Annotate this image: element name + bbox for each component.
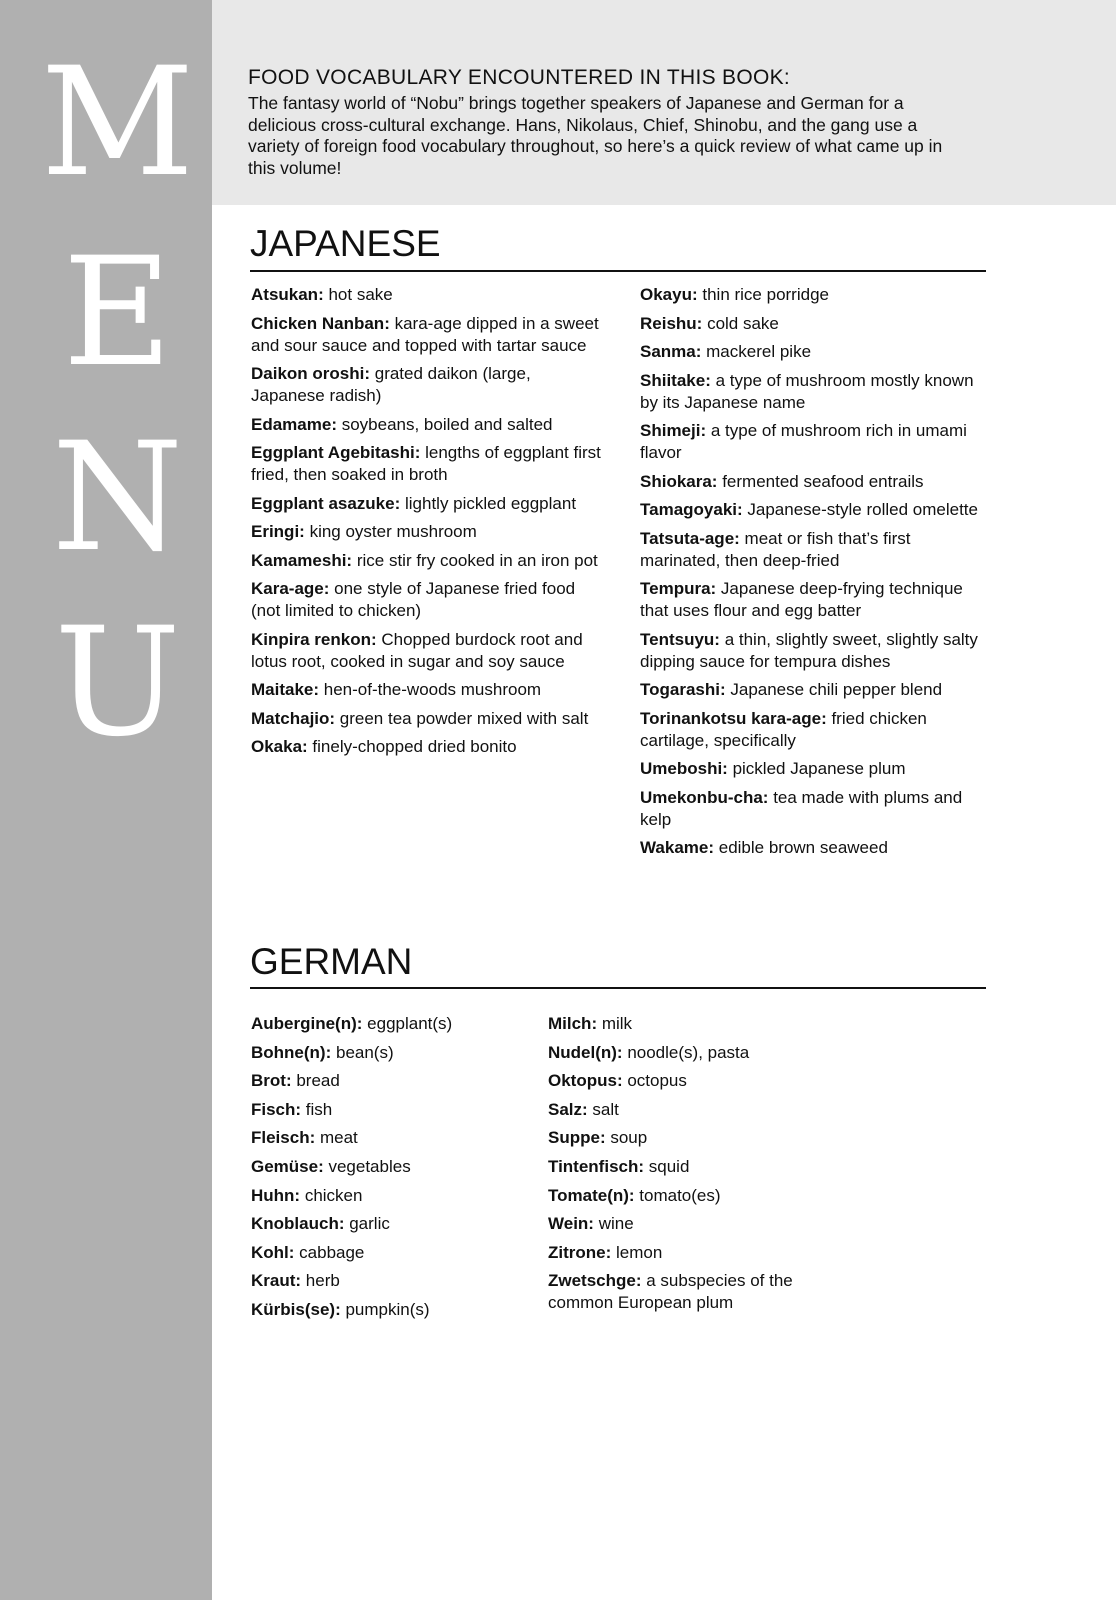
entry-term: Tempura: bbox=[640, 579, 717, 598]
glossary-entry bbox=[548, 1127, 808, 1149]
glossary-entry bbox=[251, 1242, 536, 1264]
entry-term: Shiitake: bbox=[640, 370, 711, 390]
entry-term: Tamagoyaki: bbox=[640, 500, 743, 519]
entry-definition: a type of mushroom rich in umami flavor bbox=[640, 421, 967, 462]
entry-term: Bohne(n): bbox=[251, 1042, 332, 1062]
entry-definition: soybeans, boiled and salted bbox=[336, 414, 553, 434]
entry-definition: bread bbox=[291, 1071, 340, 1091]
glossary-entry bbox=[548, 1156, 808, 1178]
glossary-entry bbox=[640, 629, 990, 673]
menu-letter: U bbox=[54, 596, 181, 770]
entry-definition: chicken bbox=[300, 1185, 363, 1205]
glossary-entry bbox=[548, 1185, 808, 1207]
glossary-entry bbox=[548, 1270, 808, 1314]
entry-term: Shiokara: bbox=[640, 471, 718, 491]
entry-term: Reishu: bbox=[640, 313, 703, 333]
entry-term: Wein: bbox=[548, 1214, 594, 1234]
glossary-entry bbox=[251, 1213, 536, 1235]
entry-definition: soup bbox=[605, 1128, 648, 1148]
glossary-entry bbox=[251, 1070, 536, 1092]
entry-definition: lemon bbox=[611, 1242, 663, 1262]
entry-term: Gemüse: bbox=[251, 1156, 324, 1176]
entry-definition: a type of mushroom mostly known by its Japanese name bbox=[640, 370, 974, 412]
glossary-entry bbox=[640, 758, 990, 780]
glossary-entry bbox=[251, 284, 606, 306]
entry-definition: a thin, slightly sweet, slightly salty dipping sauce for tempura dishes bbox=[640, 629, 978, 671]
entry-definition: lightly pickled eggplant bbox=[400, 493, 577, 513]
entry-term: Daikon oroshi: bbox=[251, 364, 371, 383]
glossary-entry bbox=[251, 736, 606, 758]
entry-term: Kamameshi: bbox=[251, 550, 353, 570]
glossary-entry bbox=[251, 1270, 536, 1292]
entry-definition: cold sake bbox=[702, 313, 779, 333]
entry-definition: Japanese chili pepper blend bbox=[725, 680, 943, 699]
entry-term: Suppe: bbox=[548, 1128, 606, 1148]
glossary-entry bbox=[251, 313, 606, 357]
glossary-entry bbox=[640, 420, 990, 464]
intro-body: The fantasy world of “Nobu” brings together speakers of Japanese and German for a delicious cross-cultural exchange. Hans, Nikolaus, Chief, Shinobu, and the gang use a variety of foreign food vocabulary throughout, so here’s a quick review of what came up in this volume! bbox=[248, 93, 943, 178]
entry-term: Knoblauch: bbox=[251, 1214, 345, 1234]
entry-definition: fried chicken cartilage, specifically bbox=[640, 708, 927, 750]
entry-definition: edible brown seaweed bbox=[714, 838, 888, 857]
glossary-entry bbox=[640, 284, 990, 306]
entry-definition: mackerel pike bbox=[701, 342, 812, 361]
entry-term: Edamame: bbox=[251, 414, 337, 434]
entry-term: Tentsuyu: bbox=[640, 629, 720, 649]
entry-term: Umeboshi: bbox=[640, 759, 728, 778]
entry-definition: rice stir fry cooked in an iron pot bbox=[352, 550, 598, 570]
german-left-column bbox=[251, 1013, 536, 1328]
entry-term: Okayu: bbox=[640, 285, 698, 304]
entry-definition: cabbage bbox=[294, 1242, 365, 1262]
entry-term: Nudel(n): bbox=[548, 1042, 623, 1062]
entry-definition: green tea powder mixed with salt bbox=[335, 708, 589, 728]
glossary-entry bbox=[640, 499, 990, 521]
entry-definition: king oyster mushroom bbox=[304, 522, 477, 541]
entry-term: Matchajio: bbox=[251, 708, 336, 728]
entry-term: Milch: bbox=[548, 1014, 598, 1033]
entry-term: Tatsuta-age: bbox=[640, 528, 740, 548]
glossary-entry bbox=[251, 1299, 536, 1321]
entry-definition: octopus bbox=[622, 1071, 687, 1091]
glossary-entry bbox=[251, 1127, 536, 1149]
entry-term: Shimeji: bbox=[640, 421, 707, 440]
entry-definition: salt bbox=[587, 1099, 619, 1119]
entry-term: Oktopus: bbox=[548, 1071, 623, 1091]
glossary-entry bbox=[548, 1242, 808, 1264]
glossary-entry bbox=[548, 1213, 808, 1235]
entry-definition: Japanese deep-frying technique that uses flour and egg batter bbox=[640, 579, 963, 620]
entry-term: Fisch: bbox=[251, 1099, 302, 1119]
glossary-entry bbox=[640, 341, 990, 363]
glossary-entry bbox=[640, 679, 990, 701]
entry-term: Kraut: bbox=[251, 1271, 302, 1291]
entry-definition: a subspecies of the common European plum bbox=[548, 1271, 793, 1313]
entry-definition: squid bbox=[644, 1156, 690, 1176]
entry-term: Chicken Nanban: bbox=[251, 313, 390, 333]
entry-definition: pickled Japanese plum bbox=[727, 759, 906, 778]
entry-definition: tomato(es) bbox=[634, 1185, 721, 1205]
entry-definition: wine bbox=[593, 1214, 634, 1234]
entry-term: Torinankotsu kara-age: bbox=[640, 708, 827, 728]
intro-title: FOOD VOCABULARY ENCOUNTERED IN THIS BOOK: bbox=[248, 66, 791, 89]
japanese-heading: JAPANESE bbox=[250, 223, 441, 264]
glossary-entry bbox=[640, 528, 990, 572]
entry-definition: meat or fish that’s first marinated, then deep-fried bbox=[640, 528, 911, 570]
entry-term: Zitrone: bbox=[548, 1242, 612, 1262]
german-right-column bbox=[548, 1013, 808, 1321]
glossary-entry bbox=[548, 1042, 808, 1064]
japanese-right-column bbox=[640, 284, 990, 866]
entry-term: Maitake: bbox=[251, 680, 320, 699]
entry-term: Wakame: bbox=[640, 838, 715, 857]
entry-term: Kara-age: bbox=[251, 579, 330, 598]
glossary-entry bbox=[548, 1013, 808, 1035]
glossary-entry bbox=[640, 370, 990, 414]
glossary-entry bbox=[548, 1099, 808, 1121]
glossary-entry bbox=[251, 1042, 536, 1064]
entry-term: Aubergine(n): bbox=[251, 1014, 363, 1033]
entry-term: Tomate(n): bbox=[548, 1185, 635, 1205]
entry-term: Togarashi: bbox=[640, 680, 726, 699]
entry-definition: fermented seafood entrails bbox=[717, 471, 924, 491]
glossary-entry bbox=[251, 1156, 536, 1178]
entry-term: Zwetschge: bbox=[548, 1271, 642, 1291]
glossary-entry bbox=[640, 787, 990, 831]
entry-term: Kohl: bbox=[251, 1242, 295, 1262]
glossary-entry bbox=[640, 313, 990, 335]
german-heading: GERMAN bbox=[250, 941, 413, 982]
glossary-entry bbox=[251, 493, 606, 515]
entry-term: Eggplant Agebitashi: bbox=[251, 443, 421, 462]
sidebar bbox=[0, 0, 212, 1600]
glossary-entry bbox=[251, 550, 606, 572]
glossary-entry bbox=[548, 1070, 808, 1092]
glossary-entry bbox=[640, 837, 990, 859]
entry-definition: garlic bbox=[344, 1214, 390, 1234]
glossary-entry bbox=[251, 629, 606, 673]
entry-term: Umekonbu-cha: bbox=[640, 787, 769, 807]
entry-term: Fleisch: bbox=[251, 1128, 316, 1148]
glossary-entry bbox=[251, 1185, 536, 1207]
entry-definition: herb bbox=[301, 1271, 340, 1291]
japanese-left-column bbox=[251, 284, 606, 765]
entry-definition: eggplant(s) bbox=[362, 1014, 453, 1033]
glossary-entry bbox=[251, 679, 606, 701]
german-rule bbox=[250, 987, 986, 989]
entry-term: Sanma: bbox=[640, 342, 702, 361]
entry-definition: thin rice porridge bbox=[697, 285, 829, 304]
glossary-entry bbox=[251, 521, 606, 543]
glossary-entry bbox=[640, 578, 990, 622]
glossary-entry bbox=[251, 578, 606, 622]
entry-definition: Chopped burdock root and lotus root, cooked in sugar and soy sauce bbox=[251, 629, 583, 671]
glossary-entry bbox=[251, 363, 606, 407]
entry-term: Okaka: bbox=[251, 737, 308, 756]
entry-definition: milk bbox=[597, 1014, 633, 1033]
entry-term: Salz: bbox=[548, 1099, 588, 1119]
entry-definition: Japanese-style rolled omelette bbox=[742, 500, 978, 519]
entry-term: Kürbis(se): bbox=[251, 1299, 341, 1319]
glossary-entry bbox=[251, 1013, 536, 1035]
entry-definition: pumpkin(s) bbox=[340, 1299, 430, 1319]
glossary-entry bbox=[251, 442, 606, 486]
entry-term: Atsukan: bbox=[251, 285, 324, 304]
entry-term: Kinpira renkon: bbox=[251, 629, 377, 649]
menu-letter: N bbox=[51, 411, 184, 585]
menu-letter: M bbox=[40, 36, 195, 210]
entry-definition: finely-chopped dried bonito bbox=[307, 737, 517, 756]
glossary-entry bbox=[251, 708, 606, 730]
glossary-entry bbox=[640, 471, 990, 493]
japanese-rule bbox=[250, 270, 986, 272]
entry-definition: hen-of-the-woods mushroom bbox=[319, 680, 542, 699]
entry-definition: hot sake bbox=[323, 285, 393, 304]
entry-definition: meat bbox=[315, 1128, 358, 1148]
entry-definition: tea made with plums and kelp bbox=[640, 787, 963, 829]
entry-term: Eggplant asazuke: bbox=[251, 493, 401, 513]
entry-definition: one style of Japanese fried food (not limited to chicken) bbox=[251, 579, 576, 620]
entry-definition: noodle(s), pasta bbox=[622, 1042, 750, 1062]
entry-definition: fish bbox=[301, 1099, 333, 1119]
menu-letter: E bbox=[62, 226, 173, 400]
glossary-entry bbox=[251, 1099, 536, 1121]
glossary-entry bbox=[251, 414, 606, 436]
entry-definition: lengths of eggplant first fried, then soaked in broth bbox=[251, 443, 601, 484]
entry-definition: kara-age dipped in a sweet and sour sauce and topped with tartar sauce bbox=[251, 313, 599, 355]
entry-term: Eringi: bbox=[251, 522, 305, 541]
entry-definition: bean(s) bbox=[331, 1042, 394, 1062]
entry-term: Tintenfisch: bbox=[548, 1156, 645, 1176]
entry-definition: vegetables bbox=[323, 1156, 411, 1176]
entry-term: Huhn: bbox=[251, 1185, 301, 1205]
entry-term: Brot: bbox=[251, 1071, 292, 1091]
entry-definition: grated daikon (large, Japanese radish) bbox=[251, 364, 531, 405]
glossary-entry bbox=[640, 708, 990, 752]
